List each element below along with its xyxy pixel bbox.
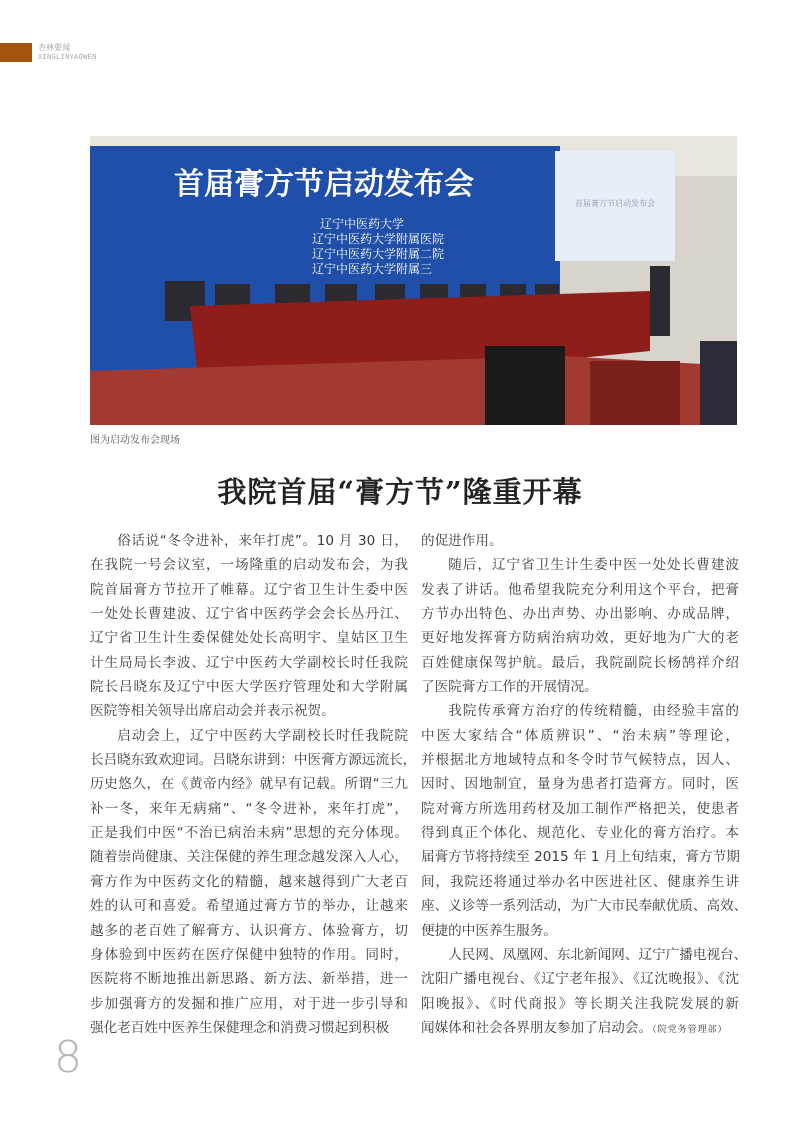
paragraph-line — [421, 797, 739, 821]
paragraph-line — [421, 578, 739, 602]
paragraph-line — [421, 943, 748, 967]
line-text: 膏方作为中医药文化的精髓，越来越得到广大老百 — [90, 873, 408, 890]
banner-line: 辽宁中医药大学 — [320, 217, 405, 231]
section-color-bar — [0, 43, 32, 62]
paragraph-line — [421, 724, 739, 748]
line-text: 了医院膏方工作的开展情况。 — [421, 679, 598, 696]
line-text: 正是我们中医“不治已病治未病”思想的充分体现。 — [90, 825, 408, 842]
paragraph-line — [90, 699, 408, 723]
paragraph-line — [90, 919, 408, 943]
paragraph-line — [421, 602, 739, 626]
line-text: 启动会上，辽宁中医药大学副校长时任我院院 — [117, 727, 408, 744]
section-name-pinyin: XINGLINYAOWEN — [38, 53, 97, 61]
line-text: 发表了讲话。他希望我院充分利用这个平台，把膏 — [421, 581, 739, 598]
line-text: 计生局局长李波、辽宁中医药大学副校长时任我院 — [90, 654, 408, 671]
paragraph-line — [421, 821, 739, 845]
line-text: 百姓健康保驾护航。最后，我院副院长杨鹄祥介绍 — [421, 654, 739, 671]
paragraph-line — [421, 529, 739, 553]
paragraph-line — [90, 870, 408, 894]
paragraph-line — [90, 748, 417, 772]
line-text: 得到真正个体化、规范化、专业化的膏方治疗。本 — [421, 825, 739, 842]
paragraph-line — [421, 626, 739, 650]
event-photo — [90, 136, 737, 425]
paragraph-line — [421, 894, 748, 918]
paragraph-line — [421, 772, 739, 796]
paragraph-line — [90, 626, 408, 650]
line-text: 我院传承膏方治疗的传统精髓，由经验丰富的 — [448, 703, 739, 720]
line-text: 院首届膏方节拉开了帷幕。辽宁省卫生计生委中医 — [90, 581, 408, 598]
line-text: 人民网、凤凰网、东北新闻网、辽宁广播电视台、 — [448, 946, 748, 963]
line-text: 辽宁省卫生计生委保健处处长高明宇、皇姑区卫生 — [90, 630, 408, 647]
paragraph-line — [421, 845, 739, 869]
paragraph-line — [90, 651, 408, 675]
paragraph-line — [90, 797, 408, 821]
paragraph-line — [90, 845, 408, 869]
line-text: 随后，辽宁省卫生计生委中医一处处长曹建波 — [448, 557, 739, 574]
line-text: 历史悠久，在《黄帝内经》就早有记载。所谓“三九 — [90, 776, 408, 793]
article-column-left — [90, 529, 417, 1040]
line-text: 医院将不断地推出新思路、新方法、新举措，进一 — [90, 971, 408, 988]
article-title: 我院首届“膏方节”隆重开幕 — [217, 475, 583, 509]
line-text: 并根据北方地域特点和冬令时节气候特点，因人、 — [421, 752, 739, 769]
paragraph-line — [421, 992, 739, 1016]
line-text: 因时、因地制宜，量身为患者打造膏方。同时，医 — [421, 776, 739, 793]
paragraph-line — [90, 602, 408, 626]
line-text: 步加强膏方的发掘和推广应用，对于进一步引导和 — [90, 995, 408, 1012]
line-text: 院对膏方所选用药材及加工制作严格把关，使患者 — [421, 800, 739, 817]
article-column-right — [421, 529, 748, 1040]
banner-line: 辽宁中医药大学附属二院 — [312, 247, 445, 261]
line-text: 俗话说“冬令进补，来年打虎”。10 月 30 日， — [117, 533, 408, 549]
line-text: 阳晚报》、《时代商报》等长期关注我院发展的新 — [421, 995, 739, 1012]
line-text: 一处处长曹建波、辽宁省中医药学会会长丛丹江、 — [90, 606, 408, 623]
line-text: 便捷的中医养生服务。 — [421, 922, 557, 939]
line-text: 医院等相关领导出席启动会并表示祝贺。 — [90, 703, 335, 720]
line-text: 座、义诊等一系列活动，为广大市民奉献优质、高效、 — [421, 898, 748, 915]
paragraph-line — [421, 967, 739, 991]
paragraph-line — [90, 967, 408, 991]
author-signature: （院党务管理部） — [652, 1024, 728, 1035]
line-text: 长吕晓东致欢迎词。吕晓东讲到：中医膏方源远流长， — [90, 752, 417, 769]
paragraph-line — [90, 992, 408, 1016]
paragraph-line — [421, 675, 739, 699]
paragraph-line — [90, 943, 408, 967]
line-text: 间，我院还将通过举办名中医进社区、健康养生讲 — [421, 873, 739, 890]
line-text: 在我院一号会议室，一场隆重的启动发布会，为我 — [90, 557, 408, 574]
paragraph-line — [421, 919, 739, 943]
line-text: 姓的认可和喜爱。希望通过膏方节的举办，让越来 — [90, 898, 408, 915]
paragraph-line — [90, 772, 408, 796]
photo-caption: 图为启动发布会现场 — [90, 435, 180, 446]
line-text: 沈阳广播电视台、《辽宁老年报》、《辽沈晚报》、《沈 — [421, 971, 739, 988]
line-text: 强化老百姓中医养生保健理念和消费习惯起到积极 — [90, 1019, 390, 1036]
paragraph-line — [90, 578, 408, 602]
paragraph-line — [421, 553, 739, 577]
line-text: 更好地发挥膏方防病治病功效，更好地为广大的老 — [421, 630, 739, 647]
paragraph-line — [90, 675, 408, 699]
paragraph-line — [90, 529, 408, 553]
paragraph-line — [90, 553, 408, 577]
paragraph-line — [90, 724, 408, 748]
section-name: 杏林要闻 — [38, 43, 70, 52]
screen-text: 首届膏方节启动发布会 — [575, 199, 655, 208]
paragraph-line — [421, 748, 739, 772]
paragraph-line — [421, 870, 739, 894]
banner-title: 首届膏方节启动发布会 — [174, 167, 474, 202]
paragraph-line — [421, 651, 739, 675]
paragraph-line — [90, 821, 408, 845]
page-number: 8 — [54, 1032, 82, 1083]
paragraph-line — [90, 894, 408, 918]
line-text: 的促进作用。 — [421, 533, 503, 549]
line-text: 中医大家结合“体质辨识”、“治未病”等理论， — [421, 727, 739, 744]
line-text: 越多的老百姓了解膏方、认识膏方、体验膏方，切 — [90, 922, 408, 939]
line-text: 随着崇尚健康、关注保健的养生理念越发深入人心， — [90, 849, 408, 866]
banner-line: 辽宁中医药大学附属医院 — [312, 232, 445, 246]
line-text: 闻媒体和社会各界朋友参加了启动会。 — [421, 1019, 653, 1036]
line-text: 届膏方节将持续至 2015 年 1 月上旬结束，膏方节期 — [421, 849, 740, 866]
line-text: 补一冬，来年无病痛”、“冬令进补，来年打虎”， — [90, 800, 408, 817]
line-text: 身体验到中医药在医疗保健中独特的作用。同时， — [90, 946, 408, 963]
line-text: 院长吕晓东及辽宁中医大学医疗管理处和大学附属 — [90, 679, 408, 696]
line-text: 方节办出特色、办出声势、办出影响、办成品牌， — [421, 606, 739, 623]
paragraph-line — [421, 699, 739, 723]
paragraph-line — [421, 1016, 739, 1040]
banner-line: 辽宁中医药大学附属三 — [312, 262, 433, 276]
paragraph-line — [90, 1016, 408, 1040]
